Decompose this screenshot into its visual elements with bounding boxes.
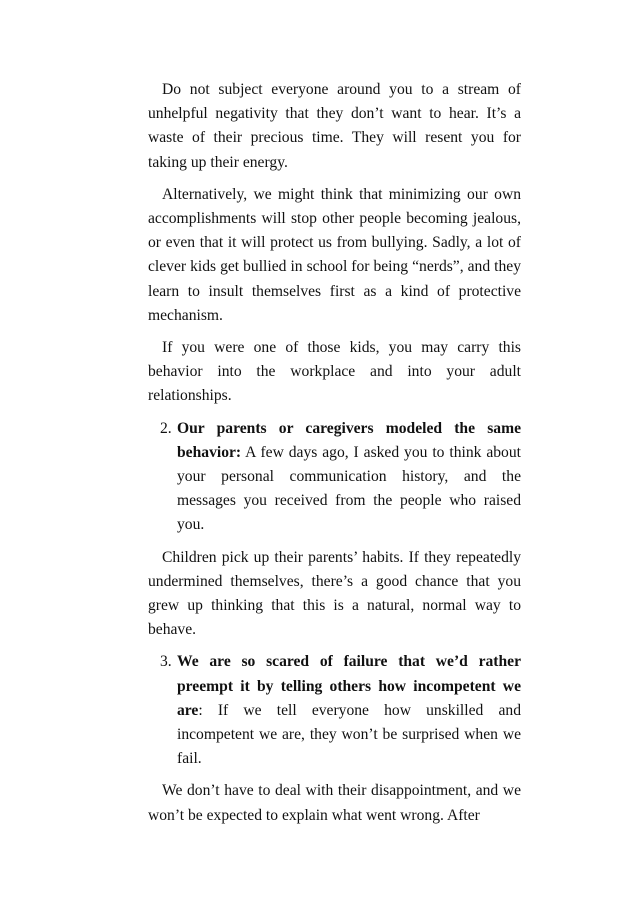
- paragraph-minimizing: Alternatively, we might think that minimizing our own accomplishments will stop other people becoming jealous, or even that it will protect us from bullying. Sadly, a lot of clever kids get bullied in school for being “nerds”, and they learn to insult themselves first as a kind of protective mechanism.: [148, 185, 521, 324]
- document-page: [148, 78, 521, 836]
- list-item-3-heading: We are so scared of failure that we’d rather preempt it by telling others how incompetent we are: [177, 653, 521, 719]
- paragraph-negativity: Do not subject everyone around you to a stream of unhelpful negativity that they don’t want to hear. It’s a waste of their precious time. They will resent you for taking up their energy.: [148, 81, 521, 171]
- paragraph-disappointment: We don’t have to deal with their disappointment, and we won’t be expected to explain what went wrong. After: [148, 782, 521, 824]
- list-item-2-body: A few days ago, I asked you to think about your personal communication history, and the messages you received from the people who raised you.: [177, 443, 521, 534]
- list-item-3-number: 3.: [160, 653, 172, 671]
- list-item-2: [148, 417, 521, 538]
- paragraph-children-habits: Children pick up their parents’ habits. If they repeatedly undermined themselves, there’s a good chance that you grew up thinking that this is a natural, normal way to behave.: [148, 548, 521, 639]
- list-item-2-heading: Our parents or caregivers modeled the same behavior:: [177, 419, 521, 461]
- list-item-3-body: : If we tell everyone how unskilled and incompetent we are, they won’t be surprised when we fail.: [177, 701, 521, 768]
- list-item-3: [148, 650, 521, 771]
- list-item-2-number: 2.: [160, 419, 172, 437]
- paragraph-bullied-kids: If you were one of those kids, you may carry this behavior into the workplace and into your adult relationships.: [148, 339, 521, 405]
